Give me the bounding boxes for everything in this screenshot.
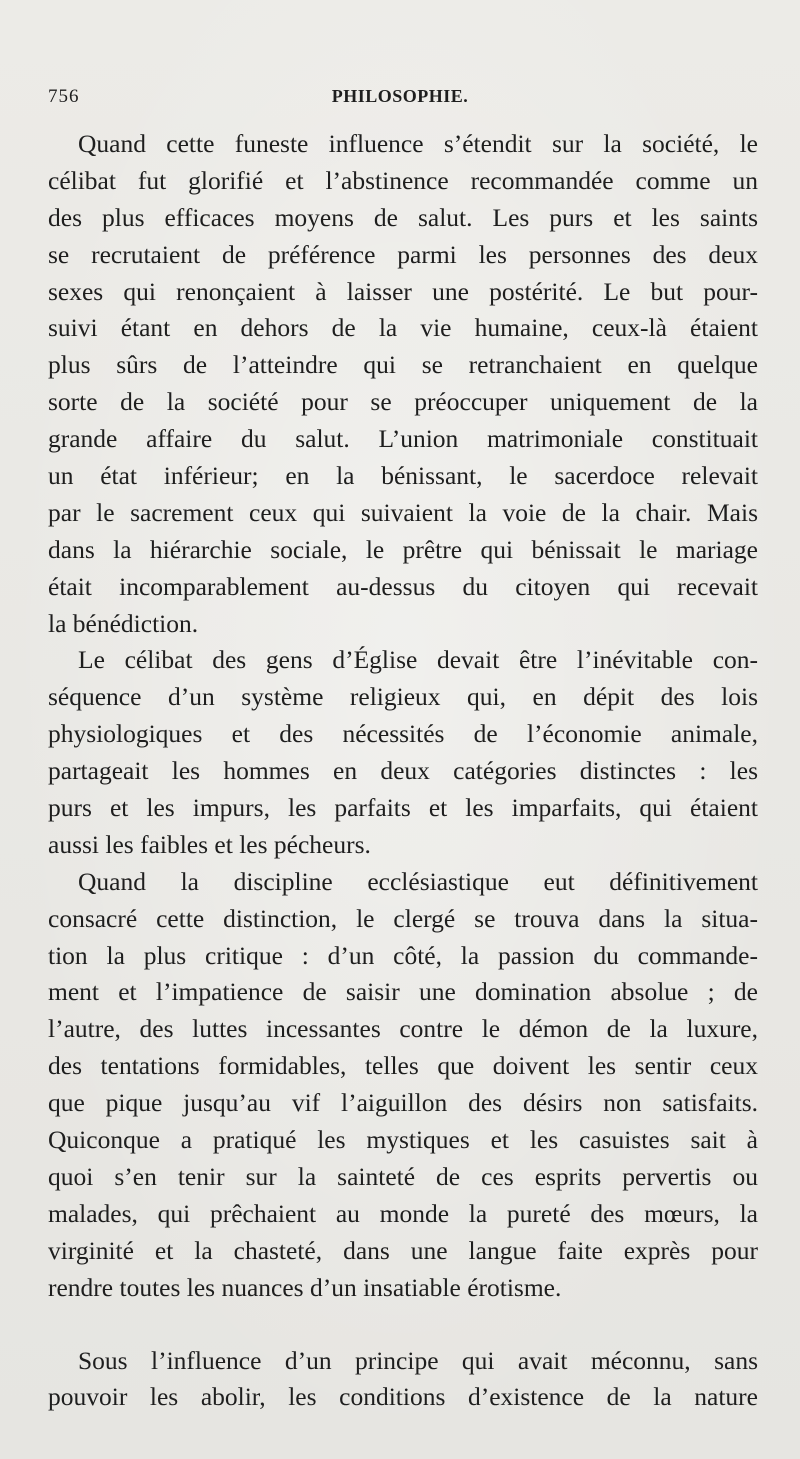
text-line: consacré cette distinction, le clergé se trouva dans la situa- <box>48 903 758 933</box>
text-line: physiologiques et des nécessités de l’économie animale, <box>48 719 758 749</box>
text-line: par le sacrement ceux qui suivaient la voie de la chair. Mais <box>48 497 758 527</box>
text-line: tion la plus critique : d’un côté, la passion du commande- <box>48 940 758 970</box>
running-title: PHILOSOPHIE. <box>331 86 469 106</box>
text-line: Quiconque a pratiqué les mystiques et les casuistes sait à <box>48 1125 758 1155</box>
text-line: des plus efficaces moyens de salut. Les purs et les saints <box>48 202 758 232</box>
text-line: Quand cette funeste influence s’étendit sur la société, le <box>78 129 758 158</box>
paragraph-celibat-glorifie <box>48 126 758 642</box>
text-line: virginité et la chasteté, dans une langue faite exprès pour <box>48 1235 758 1265</box>
text-line: dans la hiérarchie sociale, le prêtre qui bénissait le mariage <box>48 534 758 564</box>
text-line: suivi étant en dehors de la vie humaine, ceux-là étaient <box>48 313 758 343</box>
text-line: ment et l’impatience de saisir une domination absolue ; de <box>48 977 758 1007</box>
text-line: des tentations formidables, telles que doivent les sentir ceux <box>48 1051 758 1081</box>
text-line: plus sûrs de l’atteindre qui se retranchaient en quelque <box>48 350 758 380</box>
text-line: la bénédiction. <box>48 608 199 638</box>
text-line: sexes qui renonçaient à laisser une postérité. Le but pour- <box>48 276 758 306</box>
page-number: 756 <box>48 86 80 107</box>
paragraph-discipline <box>48 864 758 1307</box>
text-line: sorte de la société pour se préoccuper uniquement de la <box>48 387 758 417</box>
text-line: partageait les hommes en deux catégories distinctes : les <box>48 756 758 786</box>
text-line: un état inférieur; en la bénissant, le sacerdoce relevait <box>48 461 758 491</box>
text-line: Sous l’influence d’un principe qui avait méconnu, sans <box>78 1345 758 1375</box>
text-line: malades, qui prêchaient au monde la pureté des mœurs, la <box>48 1198 758 1228</box>
text-line: rendre toutes les nuances d’un insatiable érotisme. <box>48 1272 562 1302</box>
text-line: que pique jusqu’au vif l’aiguillon des désirs non satisfaits. <box>48 1088 758 1118</box>
paragraph-influence-principe <box>48 1343 758 1417</box>
text-line: aussi les faibles et les pécheurs. <box>48 829 371 859</box>
text-line: Quand la discipline ecclésiastique eut définitivement <box>78 866 758 896</box>
text-line: pouvoir les abolir, les conditions d’existence de la nature <box>48 1382 758 1412</box>
text-line: Le célibat des gens d’Église devait être l’inévitable con- <box>78 645 758 675</box>
text-line: grande affaire du salut. L’union matrimoniale constituait <box>48 424 758 454</box>
text-line: l’autre, des luttes incessantes contre le démon de la luxure, <box>48 1014 758 1044</box>
paragraph-celibat-eglise <box>48 642 758 863</box>
body-text <box>48 126 758 1416</box>
text-line: purs et les impurs, les parfaits et les imparfaits, qui étaient <box>48 793 758 823</box>
text-line: se recrutaient de préférence parmi les personnes des deux <box>48 239 758 269</box>
text-line: était incomparablement au-dessus du citoyen qui recevait <box>48 571 758 601</box>
text-line: séquence d’un système religieux qui, en dépit des lois <box>48 682 758 712</box>
paragraph-gap <box>48 1307 758 1343</box>
text-line: quoi s’en tenir sur la sainteté de ces esprits pervertis ou <box>48 1161 758 1191</box>
page-header <box>48 86 752 114</box>
text-line: célibat fut glorifié et l’abstinence recommandée comme un <box>48 165 758 195</box>
